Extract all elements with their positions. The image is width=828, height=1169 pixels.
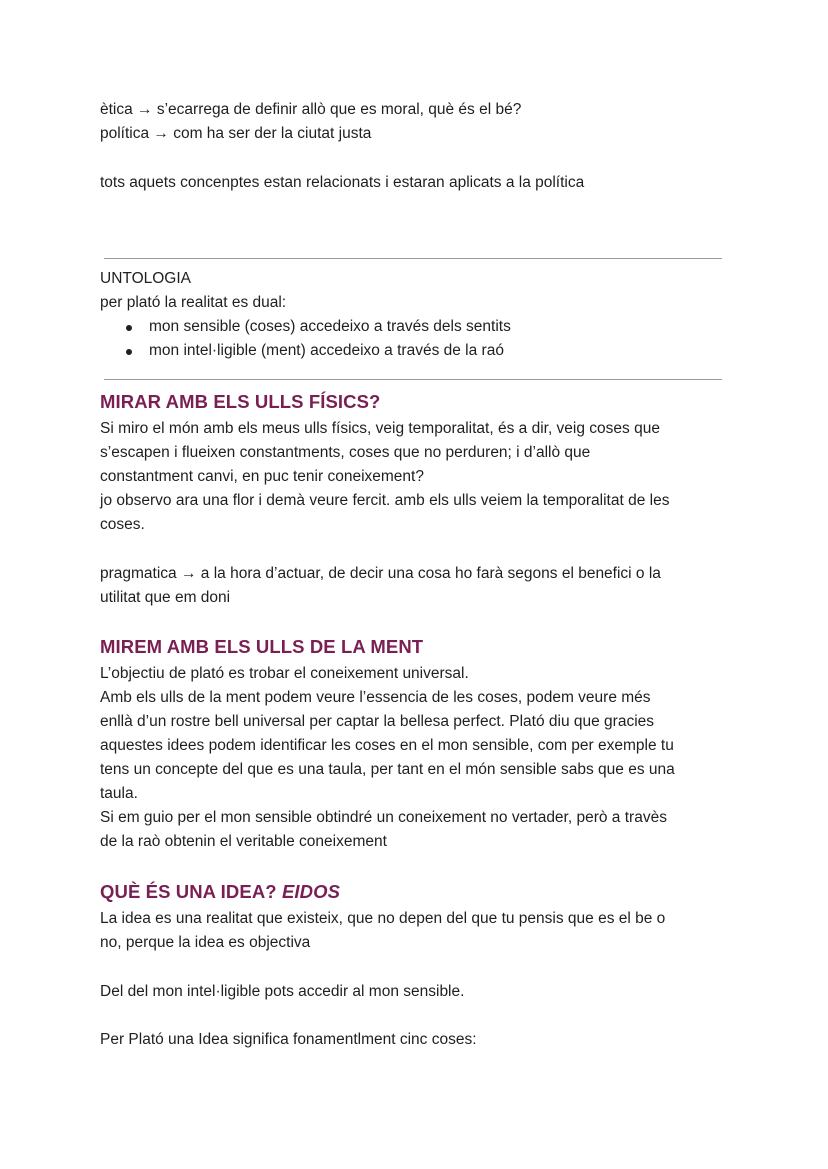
section-heading-ulls-ment: MIREM AMB ELS ULLS DE LA MENT (100, 636, 424, 657)
section1-line: coses. (100, 516, 145, 533)
intro-summary (100, 171, 730, 195)
section1-body (100, 417, 730, 537)
bullet-text: mon intel·ligible (ment) accedeixo a través de la raó (149, 342, 504, 359)
intro-line-politica: política → com ha ser der la ciutat justa (100, 125, 372, 142)
ontology-bullet-list (100, 315, 730, 363)
section3-body (100, 907, 730, 955)
horizontal-rule-top (104, 258, 722, 259)
section3-para2 (100, 980, 730, 1004)
section2-line: enllà d’un rostre bell universal per captar la bellesa perfect. Plató diu que gracies (100, 713, 655, 730)
section1-line: s’escapen i flueixen constantments, coses que no perduren; i d’allò que (100, 444, 591, 461)
intro-line-etica: ètica → s’ecarrega de definir allò que es moral, què és el bé? (100, 101, 522, 118)
heading-italic-text: EIDOS (281, 881, 341, 902)
section3-line: La idea es una realitat que existeix, que no depen del que tu pensis que es el be o (100, 910, 666, 927)
section-heading-ulls-fisics: MIRAR AMB ELS ULLS FÍSICS? (100, 391, 381, 412)
section2-line: de la raò obtenin el veritable coneixement (100, 833, 387, 850)
section2-line: Si em guio per el mon sensible obtindré un coneixement no vertader, però a travès (100, 809, 667, 826)
section3-para2-text: Del del mon intel·ligible pots accedir al mon sensible. (100, 983, 465, 1000)
heading-main-text: QUÈ ÉS UNA IDEA? (100, 881, 277, 902)
section1-pragmatic (100, 562, 730, 610)
bullet-text: mon sensible (coses) accedeixo a través dels sentits (149, 318, 511, 335)
section3-para3 (100, 1028, 730, 1052)
ontology-section (100, 267, 730, 363)
list-item (100, 315, 730, 339)
section1-line: constantment canvi, en puc tenir coneixement? (100, 468, 424, 485)
intro-summary-text: tots aquets concenptes estan relacionats i estaran aplicats a la política (100, 174, 585, 191)
section3-line: no, perque la idea es objectiva (100, 934, 311, 951)
section2-line: tens un concepte del que es una taula, per tant en el món sensible sabs que es una (100, 761, 675, 778)
pragmatic-line: utilitat que em doni (100, 589, 231, 606)
bullet-dot-icon (126, 325, 132, 331)
ontology-title: UNTOLOGIA (100, 270, 192, 287)
bullet-dot-icon (126, 349, 132, 355)
section2-line: L’objectiu de plató es trobar el coneixement universal. (100, 665, 469, 682)
ontology-intro: per plató la realitat es dual: (100, 294, 287, 311)
section2-body (100, 662, 730, 854)
list-item (100, 339, 730, 363)
section-heading-idea (100, 881, 340, 903)
horizontal-rule-bottom (104, 379, 722, 380)
intro-definitions (100, 98, 730, 146)
section1-line: Si miro el món amb els meus ulls físics, veig temporalitat, és a dir, veig coses que (100, 420, 660, 437)
section2-line: Amb els ulls de la ment podem veure l’essencia de les coses, podem veure més (100, 689, 651, 706)
section2-line: taula. (100, 785, 138, 802)
section2-line: aquestes idees podem identificar les coses en el mon sensible, com per exemple tu (100, 737, 674, 754)
section1-line: jo observo ara una flor i demà veure fercit. amb els ulls veiem la temporalitat de les (100, 492, 670, 509)
section3-para3-text: Per Plató una Idea significa fonamentlment cinc coses: (100, 1031, 477, 1048)
pragmatic-line: pragmatica → a la hora d’actuar, de decir una cosa ho farà segons el benefici o la (100, 565, 661, 582)
